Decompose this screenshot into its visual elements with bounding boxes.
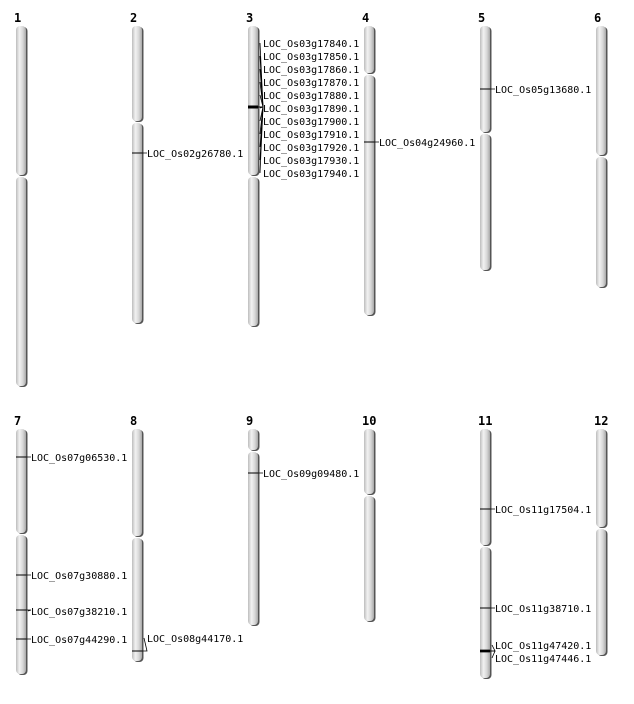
chromosome-10-q-arm — [364, 496, 374, 621]
chromosome-12-q-arm — [596, 529, 606, 655]
gene-label: LOC_Os02g26780.1 — [147, 149, 244, 160]
chromosome-1-q-arm — [16, 177, 26, 386]
gene-label: LOC_Os03g17840.1 — [263, 39, 360, 50]
gene-label: LOC_Os04g24960.1 — [379, 138, 476, 149]
chromosome-2-p-arm — [132, 26, 142, 121]
chromosome-11-q-arm — [480, 547, 490, 678]
chromosome-7-p-arm — [16, 429, 26, 533]
gene-label: LOC_Os03g17900.1 — [263, 117, 360, 128]
gene-label: LOC_Os11g47446.1 — [495, 654, 592, 665]
chromosome-3-p-arm — [248, 26, 258, 175]
chromosome-10-p-arm — [364, 429, 374, 494]
chromosome-12-p-arm — [596, 429, 606, 527]
gene-label: LOC_Os08g44170.1 — [147, 634, 244, 645]
chromosome-number: 11 — [478, 414, 493, 428]
chromosome-9-p-arm — [248, 429, 258, 450]
chromosome-number: 5 — [478, 11, 486, 25]
gene-label: LOC_Os07g38210.1 — [31, 607, 128, 618]
gene-label: LOC_Os03g17940.1 — [263, 169, 360, 180]
chromosome-5-q-arm — [480, 134, 490, 270]
gene-label: LOC_Os03g17920.1 — [263, 143, 360, 154]
gene-label: LOC_Os03g17890.1 — [263, 104, 360, 115]
chromosome-6-p-arm — [596, 26, 606, 155]
chromosome-number: 12 — [594, 414, 609, 428]
chromosome-4-p-arm — [364, 26, 374, 73]
gene-label: LOC_Os07g44290.1 — [31, 635, 128, 646]
gene-label: LOC_Os09g09480.1 — [263, 469, 360, 480]
chromosome-11-p-arm — [480, 429, 490, 545]
chromosome-number: 9 — [246, 414, 254, 428]
gene-label: LOC_Os07g30880.1 — [31, 571, 128, 582]
gene-layer — [16, 39, 591, 665]
gene-label: LOC_Os03g17910.1 — [263, 130, 360, 141]
chromosome-9-q-arm — [248, 452, 258, 625]
chromosome-number: 7 — [14, 414, 22, 428]
gene-label: LOC_Os03g17930.1 — [263, 156, 360, 167]
gene-label: LOC_Os03g17850.1 — [263, 52, 360, 63]
chromosome-number: 2 — [130, 11, 138, 25]
chromosome-number: 8 — [130, 414, 138, 428]
gene-label: LOC_Os03g17860.1 — [263, 65, 360, 76]
chromosome-6-q-arm — [596, 157, 606, 287]
gene-label: LOC_Os11g47420.1 — [495, 641, 592, 652]
gene-label: LOC_Os07g06530.1 — [31, 453, 128, 464]
chromosome-number: 6 — [594, 11, 602, 25]
chromosome-4-q-arm — [364, 75, 374, 315]
chromosome-3-q-arm — [248, 177, 258, 326]
chromosome-number: 4 — [362, 11, 370, 25]
gene-label: LOC_Os03g17880.1 — [263, 91, 360, 102]
chromosome-7-q-arm — [16, 535, 26, 674]
chromosome-number: 10 — [362, 414, 377, 428]
chromosome-number: 3 — [246, 11, 254, 25]
gene-label: LOC_Os11g17504.1 — [495, 505, 592, 516]
chromosome-8-p-arm — [132, 429, 142, 536]
gene-label: LOC_Os03g17870.1 — [263, 78, 360, 89]
gene-label: LOC_Os11g38710.1 — [495, 604, 592, 615]
chromosome-8-q-arm — [132, 538, 142, 661]
chromosome-number: 1 — [14, 11, 22, 25]
gene-label: LOC_Os05g13680.1 — [495, 85, 592, 96]
chromosome-5-p-arm — [480, 26, 490, 132]
chromosome-1-p-arm — [16, 26, 26, 175]
